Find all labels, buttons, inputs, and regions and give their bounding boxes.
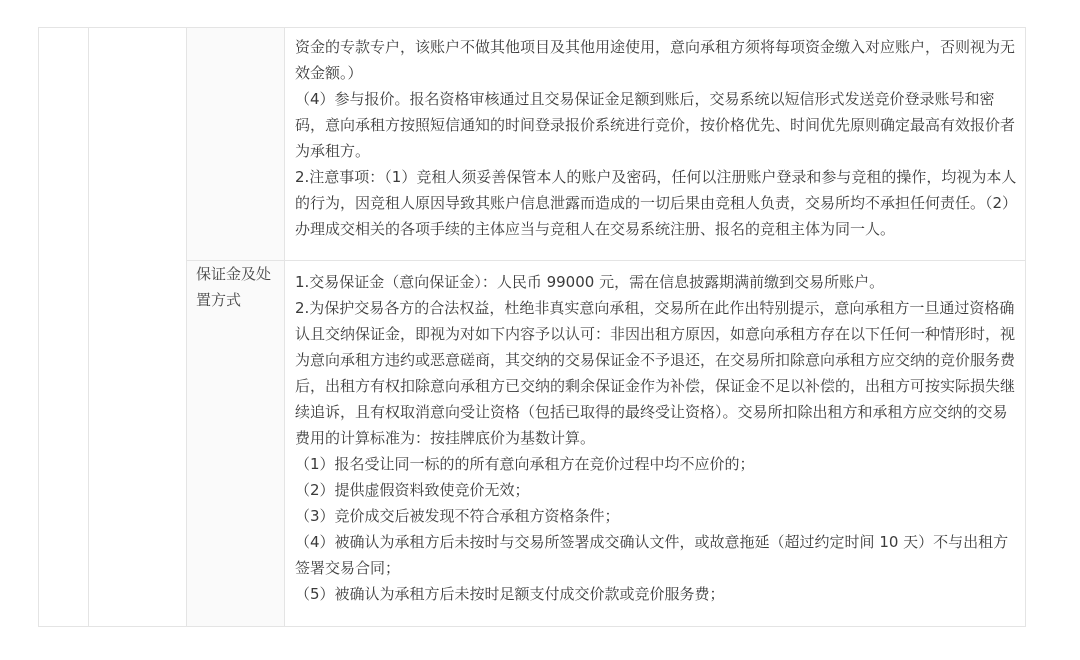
content-cell-registration	[285, 28, 1026, 261]
paragraph: 1.交易保证金（意向保证金）：人民币 99000 元，需在信息披露期满前缴到交易所账户。	[295, 273, 885, 291]
list-item: （3）竞价成交后被发现不符合承租方资格条件；	[295, 507, 620, 525]
row-label-cell	[187, 261, 285, 627]
list-item: （4）被确认为承租方后未按时与交易所签署成交确认文件，或故意拖延（超过约定时间 10 天）不与出租方签署交易合同；	[295, 533, 1009, 577]
content-cell-deposit	[285, 261, 1026, 627]
table-row	[39, 28, 1026, 261]
empty-column-1	[39, 28, 89, 627]
empty-column-2	[89, 28, 187, 627]
content-text-block	[285, 28, 1025, 242]
content-text-block	[285, 261, 1025, 607]
paragraph: （4）参与报价。报名资格审核通过且交易保证金足额到账后，交易系统以短信形式发送竞价登录账号和密码，意向承租方按照短信通知的时间登录报价系统进行竞价，按价格优先、时间优先原则确定最高有效报价者为承租方。	[295, 90, 1016, 160]
paragraph: 2.为保护交易各方的合法权益，杜绝非真实意向承租，交易所在此作出特别提示，意向承租方一旦通过资格确认且交纳保证金，即视为对如下内容予以认可：非因出租方原因，如意向承租方存在以下任何一种情形时，视为意向承租方违约或恶意磋商，其交纳的交易保证金不予退还，在交易所扣除意向承租方应交纳的竞价服务费后，出租方有权扣除意向承租方已交纳的剩余保证金作为补偿，保证金不足以补偿的，出租方可按实际损失继续追诉，且有权取消意向受让资格（包括已取得的最终受让资格）。交易所扣除出租方和承租方应交纳的交易费用的计算标准为：按挂牌底价为基数计算。	[295, 299, 1016, 447]
paragraph: 2.注意事项：（1）竞租人须妥善保管本人的账户及密码，任何以注册账户登录和参与竞租的操作，均视为本人的行为，因竞租人原因导致其账户信息泄露而造成的一切后果由竞租人负责，交易所均不承担任何责任。（2）办理成交相关的各项手续的主体应当与竞租人在交易系统注册、报名的竞租主体为同一人。	[295, 168, 1017, 238]
row-label: 保证金及处置方式	[196, 265, 272, 309]
list-item: （5）被确认为承租方后未按时足额支付成交价款或竞价服务费；	[295, 585, 725, 603]
announcement-table	[38, 27, 1026, 627]
row-label-cell-empty	[187, 28, 285, 261]
list-item: （1）报名受让同一标的的所有意向承租方在竞价过程中均不应价的；	[295, 455, 755, 473]
table-row	[39, 261, 1026, 627]
list-item: （2）提供虚假资料致使竞价无效；	[295, 481, 530, 499]
paragraph: 资金的专款专户，该账户不做其他项目及其他用途使用，意向承租方须将每项资金缴入对应账户，否则视为无效金额。）	[295, 38, 1016, 82]
